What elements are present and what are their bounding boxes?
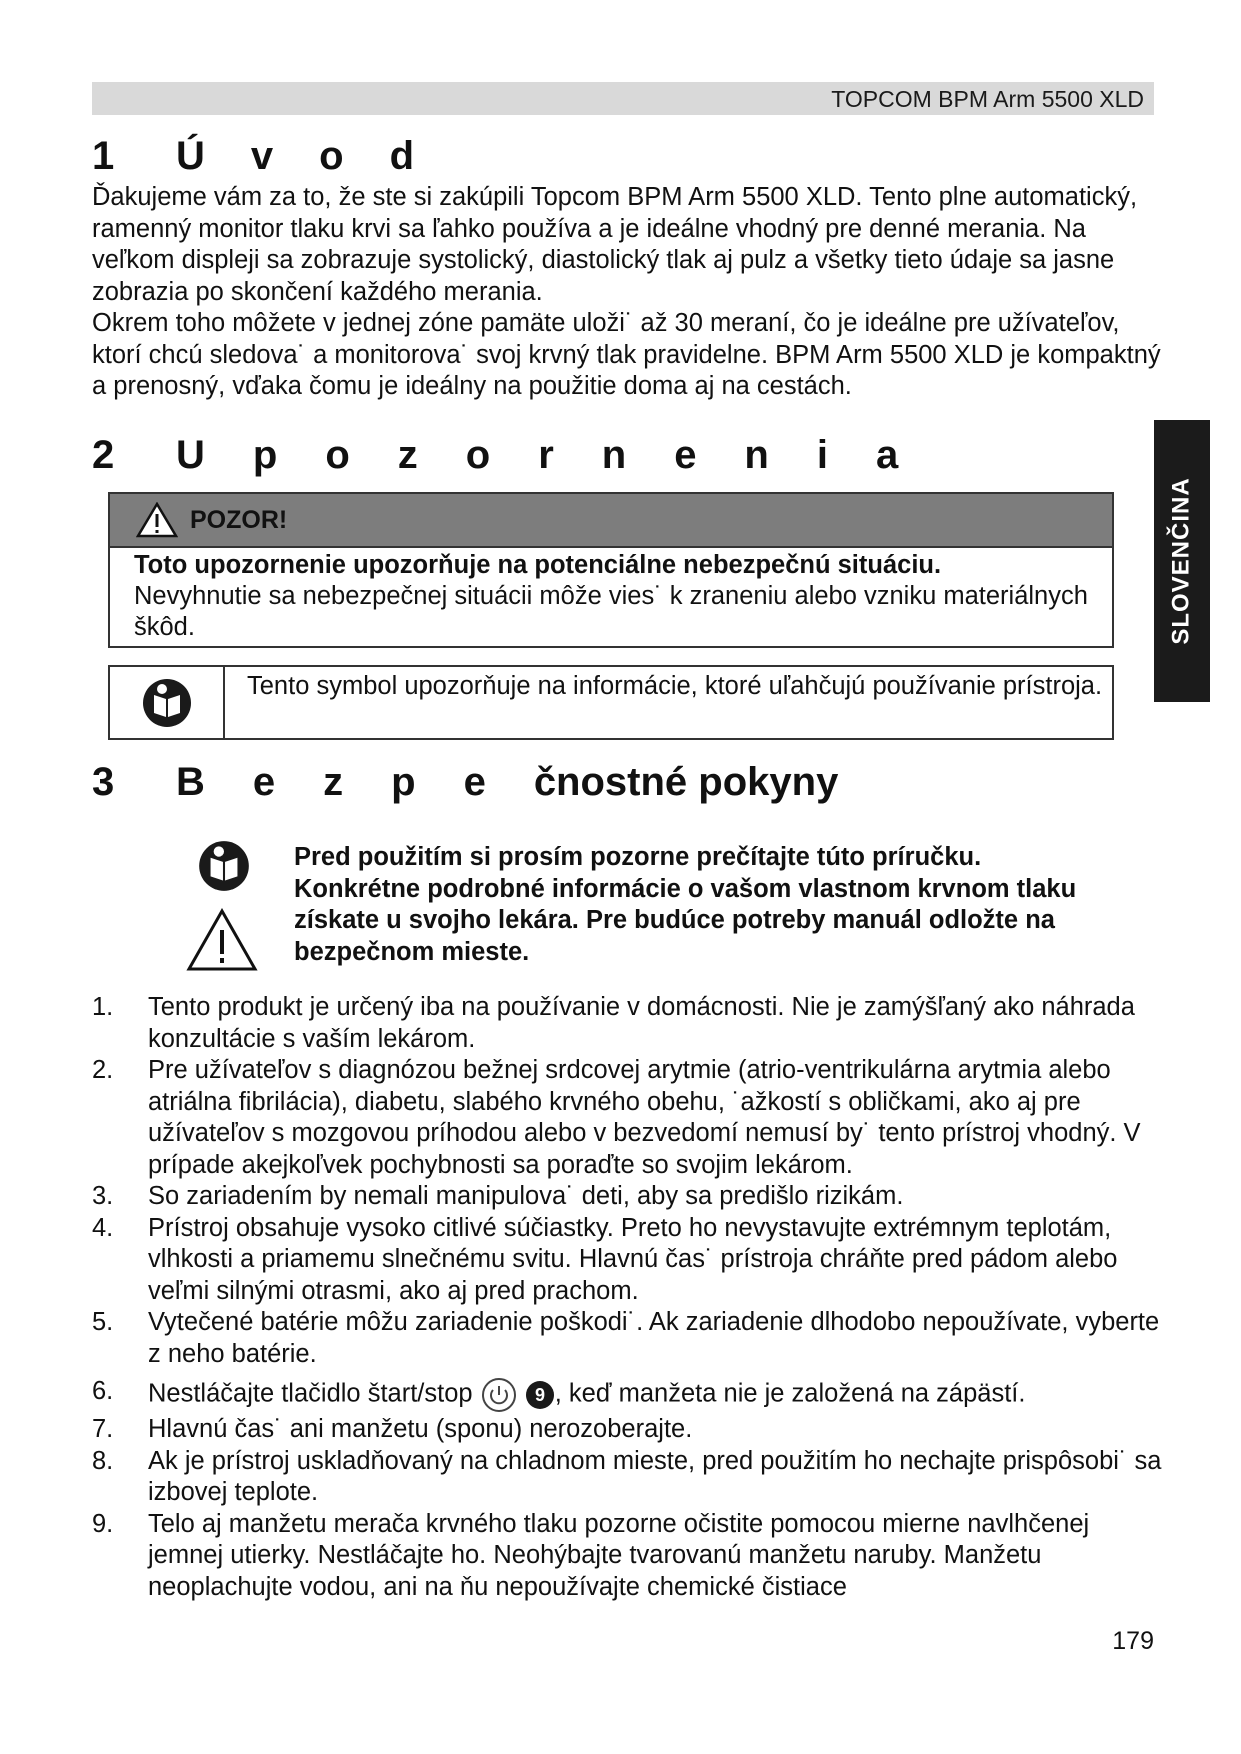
language-label: SLOVENČINA	[1168, 477, 1196, 645]
list-item: 4. Prístroj obsahuje vysoko citlivé súčiastky. Preto ho nevystavujte extrémnym teplotám, vlhkosti a priamemu slnečnému svitu. Hlavnú čas˙ prístroja chráňte pred pádom alebo veľmi silnými otrasmi, ako aj pred prachom.	[92, 1213, 1118, 1305]
warning-header	[110, 494, 1112, 548]
section-3-title-spaced: Bezpe	[176, 760, 534, 804]
section-1-heading	[92, 134, 460, 179]
list-item: 1. Tento produkt je určený iba na používanie v domácnosti. Nie je zamýšľaný ako náhrada konzultácie s vaším lekárom.	[92, 993, 1135, 1053]
warning-bold-line: Toto upozornenie upozorňuje na potenciálne nebezpečnú situáciu.	[134, 551, 942, 579]
warning-body	[110, 548, 1112, 643]
safety-icons	[190, 838, 270, 978]
warning-text: Nevyhnutie sa nebezpečnej situácii môže vies˙ k zraneniu alebo vzniku materiálnych škôd.	[134, 582, 1088, 641]
list-item: 3. So zariadením by nemali manipulova˙ deti, aby sa predišlo rizikám.	[92, 1182, 904, 1210]
header-title: TOPCOM BPM Arm 5500 XLD	[831, 86, 1144, 112]
section-2-heading	[92, 433, 946, 478]
section-1-paragraph-2: Okrem toho môžete v jednej zóne pamäte uloži˙ až 30 meraní, čo je ideálne pre užívateľov, ktorí chcú sledova˙ a monitorova˙ svoj krvný tlak pravidelne. BPM Arm 5500 XLD je kompaktný a prenosný, vďaka čomu je ideálny na použitie doma aj na cestách.	[92, 309, 1161, 400]
section-3-heading	[92, 760, 838, 805]
section-1-title: Úvod	[176, 134, 460, 178]
section-1-paragraph-1: Ďakujeme vám za to, že ste si zakúpili Topcom BPM Arm 5500 XLD. Tento plne automatický, ramenný monitor tlaku krvi sa ľahko používa a je ideálne vhodný pre denné merania. Na veľkom displeji sa zobrazuje systolický, diastolický tlak aj pulz a všetky tieto údaje sa jasne zobrazia po skončení každého merania.	[92, 183, 1138, 306]
info-icon-cell	[110, 667, 225, 738]
list-item: 2. Pre užívateľov s diagnózou bežnej srdcovej arytmie (atrio-ventrikulárna arytmia alebo atriálna fibrilácia), diabetu, slabého krvného obehu, ˙ažkostí s obličkami, ako aj pre užívateľov s mozgovou príhodou alebo v bezvedomí nemusí by˙ tento prístroj vhodný. V prípade akejkoľvek pochybnosti sa poraďte so svojim lekárom.	[92, 1056, 1141, 1179]
info-box	[108, 665, 1114, 740]
section-2-title: Upozornenia	[176, 433, 947, 477]
read-manual-icon	[138, 677, 196, 729]
list-item: 8. Ak je prístroj uskladňovaný na chladnom mieste, pred použitím ho nechajte prispôsobi˙ sa izbovej teplote.	[92, 1446, 1162, 1506]
list-item: 5. Vytečené batérie môžu zariadenie poškodi˙. Ak zariadenie dlhodobo nepoužívate, vyberte z neho batérie.	[92, 1308, 1160, 1368]
list-item: 6. Nestláčajte tlačidlo štart/stop 9 , keď manžeta nie je založená na zápästí.	[92, 1376, 1162, 1414]
section-2-number: 2	[92, 433, 115, 477]
list-item: 9. Telo aj manžetu merača krvného tlaku pozorne očistite pomocou mierne navlhčenej jemnej utierky. Nestláčajte ho. Neohýbajte tvarovanú manžetu naruby. Manžetu neoplachujte vodou, ani na ňu nepoužívajte chemické čistiace	[92, 1509, 1090, 1601]
language-side-tab	[1154, 420, 1210, 702]
section-3-title-rest: čnostné pokyny	[533, 760, 839, 804]
page-number: 179	[1112, 1627, 1154, 1655]
number-badge-icon	[525, 1380, 555, 1410]
warning-box	[108, 492, 1114, 648]
item-6-text-after: , keď manžeta nie je založená na zápästí.	[554, 1379, 1026, 1408]
section-3-number: 3	[92, 760, 115, 804]
section-1-number: 1	[92, 134, 115, 178]
safety-notice: Pred použitím si prosím pozorne prečítajte túto príručku. Konkrétne podrobné informácie o vašom vlastnom krvnom tlaku získate u svojho lekára. Pre budúce potreby manuál odložte na bezpečnom mieste.	[294, 843, 1077, 966]
warning-triangle-icon	[136, 502, 178, 538]
read-manual-icon	[194, 838, 254, 894]
power-button-icon	[480, 1376, 518, 1414]
badge-number: 9	[534, 1385, 545, 1405]
header-bar	[92, 82, 1154, 115]
list-item: 7. Hlavnú čas˙ ani manžetu (sponu) nerozoberajte.	[92, 1415, 693, 1443]
item-6-text-before: Nestláčajte tlačidlo štart/stop	[148, 1379, 473, 1408]
info-text: Tento symbol upozorňuje na informácie, ktoré uľahčujú používanie prístroja.	[247, 672, 1103, 700]
warning-label: POZOR!	[190, 505, 288, 534]
safety-instructions-list	[92, 992, 1162, 1603]
warning-triangle-icon	[186, 908, 258, 972]
